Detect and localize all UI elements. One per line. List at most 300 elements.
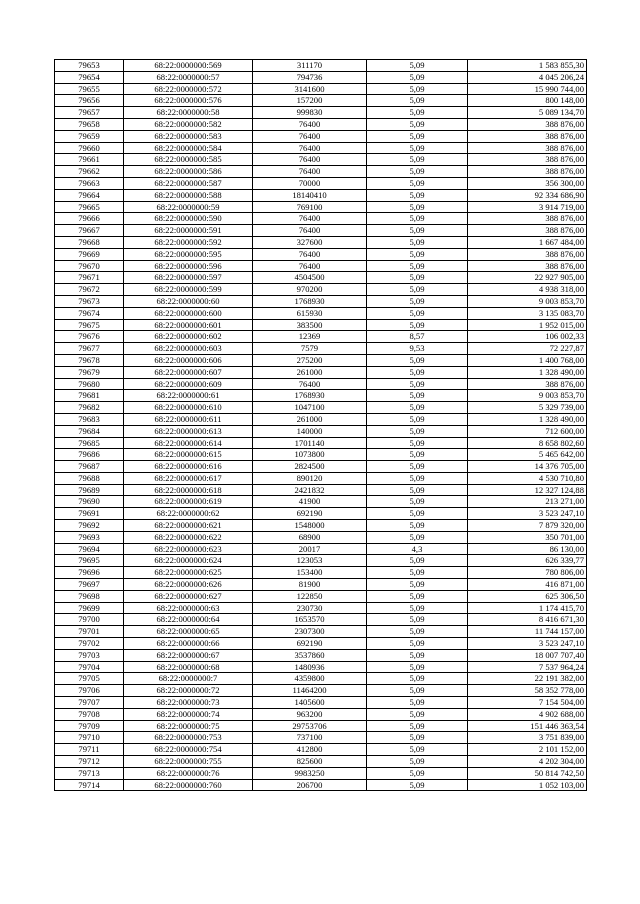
table-row bbox=[55, 319, 587, 331]
row-number-cell: 79681 bbox=[55, 390, 124, 402]
area-cell: 230730 bbox=[253, 602, 367, 614]
area-cell: 70000 bbox=[253, 177, 367, 189]
cadastral-number-cell: 68:22:0000000:73 bbox=[124, 697, 253, 709]
table-body bbox=[55, 60, 587, 791]
table-row bbox=[55, 732, 587, 744]
rate-cell: 5,09 bbox=[367, 201, 468, 213]
row-number-cell: 79696 bbox=[55, 567, 124, 579]
rate-cell: 5,09 bbox=[367, 579, 468, 591]
row-number-cell: 79710 bbox=[55, 732, 124, 744]
rate-cell: 5,09 bbox=[367, 95, 468, 107]
rate-cell: 5,09 bbox=[367, 720, 468, 732]
cadastral-number-cell: 68:22:0000000:67 bbox=[124, 649, 253, 661]
value-cell: 18 007 707,40 bbox=[468, 649, 587, 661]
table-row bbox=[55, 496, 587, 508]
cadastral-number-cell: 68:22:0000000:621 bbox=[124, 520, 253, 532]
cadastral-number-cell: 68:22:0000000:584 bbox=[124, 142, 253, 154]
row-number-cell: 79657 bbox=[55, 107, 124, 119]
cadastral-value-table bbox=[54, 59, 587, 791]
area-cell: 3141600 bbox=[253, 83, 367, 95]
value-cell: 416 871,00 bbox=[468, 579, 587, 591]
row-number-cell: 79661 bbox=[55, 154, 124, 166]
row-number-cell: 79692 bbox=[55, 520, 124, 532]
cadastral-number-cell: 68:22:0000000:610 bbox=[124, 402, 253, 414]
cadastral-number-cell: 68:22:0000000:62 bbox=[124, 508, 253, 520]
row-number-cell: 79689 bbox=[55, 484, 124, 496]
value-cell: 7 154 504,00 bbox=[468, 697, 587, 709]
value-cell: 388 876,00 bbox=[468, 378, 587, 390]
table-row bbox=[55, 520, 587, 532]
table-row bbox=[55, 449, 587, 461]
value-cell: 356 300,00 bbox=[468, 177, 587, 189]
rate-cell: 5,09 bbox=[367, 189, 468, 201]
area-cell: 140000 bbox=[253, 425, 367, 437]
cadastral-number-cell: 68:22:0000000:583 bbox=[124, 130, 253, 142]
table-row bbox=[55, 555, 587, 567]
rate-cell: 5,09 bbox=[367, 744, 468, 756]
area-cell: 76400 bbox=[253, 225, 367, 237]
cadastral-number-cell: 68:22:0000000:609 bbox=[124, 378, 253, 390]
table-row bbox=[55, 166, 587, 178]
rate-cell: 5,09 bbox=[367, 413, 468, 425]
table-row bbox=[55, 83, 587, 95]
area-cell: 692190 bbox=[253, 638, 367, 650]
table-row bbox=[55, 602, 587, 614]
table-row bbox=[55, 366, 587, 378]
cadastral-number-cell: 68:22:0000000:7 bbox=[124, 673, 253, 685]
table-row bbox=[55, 767, 587, 779]
area-cell: 692190 bbox=[253, 508, 367, 520]
value-cell: 388 876,00 bbox=[468, 118, 587, 130]
cadastral-number-cell: 68:22:0000000:606 bbox=[124, 354, 253, 366]
value-cell: 1 583 855,30 bbox=[468, 60, 587, 72]
value-cell: 9 003 853,70 bbox=[468, 295, 587, 307]
value-cell: 92 334 686,90 bbox=[468, 189, 587, 201]
area-cell: 275200 bbox=[253, 354, 367, 366]
rate-cell: 5,09 bbox=[367, 461, 468, 473]
area-cell: 68900 bbox=[253, 531, 367, 543]
cadastral-number-cell: 68:22:0000000:585 bbox=[124, 154, 253, 166]
cadastral-number-cell: 68:22:0000000:599 bbox=[124, 284, 253, 296]
value-cell: 58 352 778,00 bbox=[468, 685, 587, 697]
area-cell: 890120 bbox=[253, 472, 367, 484]
row-number-cell: 79711 bbox=[55, 744, 124, 756]
cadastral-number-cell: 68:22:0000000:58 bbox=[124, 107, 253, 119]
table-row bbox=[55, 378, 587, 390]
area-cell: 76400 bbox=[253, 213, 367, 225]
cadastral-number-cell: 68:22:0000000:626 bbox=[124, 579, 253, 591]
value-cell: 625 306,50 bbox=[468, 590, 587, 602]
area-cell: 963200 bbox=[253, 708, 367, 720]
row-number-cell: 79655 bbox=[55, 83, 124, 95]
area-cell: 20017 bbox=[253, 543, 367, 555]
value-cell: 1 667 484,00 bbox=[468, 236, 587, 248]
table-row bbox=[55, 154, 587, 166]
cadastral-number-cell: 68:22:0000000:613 bbox=[124, 425, 253, 437]
value-cell: 4 938 318,00 bbox=[468, 284, 587, 296]
cadastral-number-cell: 68:22:0000000:619 bbox=[124, 496, 253, 508]
rate-cell: 5,09 bbox=[367, 142, 468, 154]
cadastral-number-cell: 68:22:0000000:622 bbox=[124, 531, 253, 543]
value-cell: 1 400 768,00 bbox=[468, 354, 587, 366]
area-cell: 153400 bbox=[253, 567, 367, 579]
rate-cell: 4,3 bbox=[367, 543, 468, 555]
cadastral-number-cell: 68:22:0000000:611 bbox=[124, 413, 253, 425]
cadastral-number-cell: 68:22:0000000:72 bbox=[124, 685, 253, 697]
area-cell: 311170 bbox=[253, 60, 367, 72]
table-row bbox=[55, 437, 587, 449]
area-cell: 157200 bbox=[253, 95, 367, 107]
value-cell: 388 876,00 bbox=[468, 260, 587, 272]
rate-cell: 5,09 bbox=[367, 590, 468, 602]
value-cell: 3 523 247,10 bbox=[468, 508, 587, 520]
rate-cell: 5,09 bbox=[367, 496, 468, 508]
area-cell: 76400 bbox=[253, 378, 367, 390]
rate-cell: 5,09 bbox=[367, 779, 468, 791]
cadastral-number-cell: 68:22:0000000:572 bbox=[124, 83, 253, 95]
row-number-cell: 79698 bbox=[55, 590, 124, 602]
table-row bbox=[55, 107, 587, 119]
table-row bbox=[55, 461, 587, 473]
value-cell: 3 523 247,10 bbox=[468, 638, 587, 650]
cadastral-number-cell: 68:22:0000000:65 bbox=[124, 626, 253, 638]
value-cell: 7 537 964,24 bbox=[468, 661, 587, 673]
row-number-cell: 79702 bbox=[55, 638, 124, 650]
cadastral-number-cell: 68:22:0000000:591 bbox=[124, 225, 253, 237]
cadastral-number-cell: 68:22:0000000:614 bbox=[124, 437, 253, 449]
value-cell: 388 876,00 bbox=[468, 142, 587, 154]
value-cell: 3 135 083,70 bbox=[468, 307, 587, 319]
cadastral-number-cell: 68:22:0000000:59 bbox=[124, 201, 253, 213]
area-cell: 76400 bbox=[253, 142, 367, 154]
table-row bbox=[55, 343, 587, 355]
rate-cell: 5,09 bbox=[367, 756, 468, 768]
row-number-cell: 79700 bbox=[55, 614, 124, 626]
row-number-cell: 79712 bbox=[55, 756, 124, 768]
rate-cell: 5,09 bbox=[367, 767, 468, 779]
table-row bbox=[55, 484, 587, 496]
cadastral-number-cell: 68:22:0000000:590 bbox=[124, 213, 253, 225]
row-number-cell: 79683 bbox=[55, 413, 124, 425]
value-cell: 22 191 382,00 bbox=[468, 673, 587, 685]
area-cell: 2421832 bbox=[253, 484, 367, 496]
rate-cell: 5,09 bbox=[367, 130, 468, 142]
rate-cell: 5,09 bbox=[367, 307, 468, 319]
value-cell: 12 327 124,88 bbox=[468, 484, 587, 496]
value-cell: 712 600,00 bbox=[468, 425, 587, 437]
area-cell: 794736 bbox=[253, 71, 367, 83]
value-cell: 4 045 206,24 bbox=[468, 71, 587, 83]
value-cell: 50 814 742,50 bbox=[468, 767, 587, 779]
row-number-cell: 79676 bbox=[55, 331, 124, 343]
cadastral-number-cell: 68:22:0000000:66 bbox=[124, 638, 253, 650]
cadastral-number-cell: 68:22:0000000:755 bbox=[124, 756, 253, 768]
row-number-cell: 79654 bbox=[55, 71, 124, 83]
value-cell: 86 130,00 bbox=[468, 543, 587, 555]
row-number-cell: 79678 bbox=[55, 354, 124, 366]
area-cell: 1653570 bbox=[253, 614, 367, 626]
table-row bbox=[55, 720, 587, 732]
table-row bbox=[55, 236, 587, 248]
area-cell: 1047100 bbox=[253, 402, 367, 414]
rate-cell: 5,09 bbox=[367, 685, 468, 697]
cadastral-number-cell: 68:22:0000000:569 bbox=[124, 60, 253, 72]
area-cell: 11464200 bbox=[253, 685, 367, 697]
rate-cell: 5,09 bbox=[367, 661, 468, 673]
value-cell: 780 806,00 bbox=[468, 567, 587, 579]
rate-cell: 5,09 bbox=[367, 437, 468, 449]
cadastral-number-cell: 68:22:0000000:74 bbox=[124, 708, 253, 720]
value-cell: 8 416 671,30 bbox=[468, 614, 587, 626]
rate-cell: 5,09 bbox=[367, 732, 468, 744]
rate-cell: 5,09 bbox=[367, 71, 468, 83]
table-row bbox=[55, 543, 587, 555]
area-cell: 327600 bbox=[253, 236, 367, 248]
table-row bbox=[55, 472, 587, 484]
area-cell: 2307300 bbox=[253, 626, 367, 638]
value-cell: 15 990 744,00 bbox=[468, 83, 587, 95]
area-cell: 29753706 bbox=[253, 720, 367, 732]
cadastral-number-cell: 68:22:0000000:627 bbox=[124, 590, 253, 602]
rate-cell: 5,09 bbox=[367, 449, 468, 461]
rate-cell: 5,09 bbox=[367, 402, 468, 414]
table-row bbox=[55, 189, 587, 201]
rate-cell: 5,09 bbox=[367, 154, 468, 166]
area-cell: 1701140 bbox=[253, 437, 367, 449]
area-cell: 615930 bbox=[253, 307, 367, 319]
area-cell: 76400 bbox=[253, 154, 367, 166]
table-row bbox=[55, 661, 587, 673]
rate-cell: 5,09 bbox=[367, 225, 468, 237]
cadastral-number-cell: 68:22:0000000:602 bbox=[124, 331, 253, 343]
area-cell: 999830 bbox=[253, 107, 367, 119]
area-cell: 970200 bbox=[253, 284, 367, 296]
cadastral-number-cell: 68:22:0000000:615 bbox=[124, 449, 253, 461]
rate-cell: 5,09 bbox=[367, 213, 468, 225]
area-cell: 7579 bbox=[253, 343, 367, 355]
table-row bbox=[55, 567, 587, 579]
cadastral-number-cell: 68:22:0000000:64 bbox=[124, 614, 253, 626]
rate-cell: 5,09 bbox=[367, 484, 468, 496]
area-cell: 261000 bbox=[253, 413, 367, 425]
value-cell: 1 328 490,00 bbox=[468, 413, 587, 425]
table-row bbox=[55, 201, 587, 213]
row-number-cell: 79675 bbox=[55, 319, 124, 331]
row-number-cell: 79660 bbox=[55, 142, 124, 154]
row-number-cell: 79690 bbox=[55, 496, 124, 508]
table-row bbox=[55, 95, 587, 107]
area-cell: 737100 bbox=[253, 732, 367, 744]
cadastral-number-cell: 68:22:0000000:582 bbox=[124, 118, 253, 130]
area-cell: 3537860 bbox=[253, 649, 367, 661]
table-row bbox=[55, 390, 587, 402]
rate-cell: 5,09 bbox=[367, 567, 468, 579]
row-number-cell: 79684 bbox=[55, 425, 124, 437]
table-row bbox=[55, 697, 587, 709]
table-row bbox=[55, 142, 587, 154]
row-number-cell: 79679 bbox=[55, 366, 124, 378]
cadastral-number-cell: 68:22:0000000:623 bbox=[124, 543, 253, 555]
table-row bbox=[55, 60, 587, 72]
row-number-cell: 79687 bbox=[55, 461, 124, 473]
row-number-cell: 79672 bbox=[55, 284, 124, 296]
rate-cell: 5,09 bbox=[367, 425, 468, 437]
table-row bbox=[55, 425, 587, 437]
table-row bbox=[55, 118, 587, 130]
row-number-cell: 79688 bbox=[55, 472, 124, 484]
area-cell: 412800 bbox=[253, 744, 367, 756]
value-cell: 14 376 705,00 bbox=[468, 461, 587, 473]
table-row bbox=[55, 708, 587, 720]
table-row bbox=[55, 508, 587, 520]
cadastral-number-cell: 68:22:0000000:57 bbox=[124, 71, 253, 83]
table-row bbox=[55, 213, 587, 225]
area-cell: 4359800 bbox=[253, 673, 367, 685]
value-cell: 388 876,00 bbox=[468, 154, 587, 166]
row-number-cell: 79693 bbox=[55, 531, 124, 543]
cadastral-number-cell: 68:22:0000000:586 bbox=[124, 166, 253, 178]
table-row bbox=[55, 177, 587, 189]
table-row bbox=[55, 260, 587, 272]
rate-cell: 5,09 bbox=[367, 602, 468, 614]
row-number-cell: 79682 bbox=[55, 402, 124, 414]
area-cell: 18140410 bbox=[253, 189, 367, 201]
rate-cell: 5,09 bbox=[367, 673, 468, 685]
area-cell: 76400 bbox=[253, 248, 367, 260]
rate-cell: 5,09 bbox=[367, 166, 468, 178]
value-cell: 800 148,00 bbox=[468, 95, 587, 107]
rate-cell: 5,09 bbox=[367, 118, 468, 130]
rate-cell: 5,09 bbox=[367, 60, 468, 72]
value-cell: 151 446 363,54 bbox=[468, 720, 587, 732]
area-cell: 76400 bbox=[253, 260, 367, 272]
row-number-cell: 79705 bbox=[55, 673, 124, 685]
rate-cell: 5,09 bbox=[367, 508, 468, 520]
value-cell: 5 089 134,70 bbox=[468, 107, 587, 119]
rate-cell: 5,09 bbox=[367, 708, 468, 720]
row-number-cell: 79701 bbox=[55, 626, 124, 638]
row-number-cell: 79695 bbox=[55, 555, 124, 567]
area-cell: 1548000 bbox=[253, 520, 367, 532]
area-cell: 12369 bbox=[253, 331, 367, 343]
row-number-cell: 79662 bbox=[55, 166, 124, 178]
table-row bbox=[55, 71, 587, 83]
table-row bbox=[55, 531, 587, 543]
table-row bbox=[55, 295, 587, 307]
cadastral-number-cell: 68:22:0000000:616 bbox=[124, 461, 253, 473]
value-cell: 1 174 415,70 bbox=[468, 602, 587, 614]
value-cell: 5 465 642,00 bbox=[468, 449, 587, 461]
row-number-cell: 79674 bbox=[55, 307, 124, 319]
rate-cell: 5,09 bbox=[367, 531, 468, 543]
table-row bbox=[55, 331, 587, 343]
area-cell: 81900 bbox=[253, 579, 367, 591]
row-number-cell: 79656 bbox=[55, 95, 124, 107]
row-number-cell: 79671 bbox=[55, 272, 124, 284]
row-number-cell: 79713 bbox=[55, 767, 124, 779]
value-cell: 8 658 802,60 bbox=[468, 437, 587, 449]
row-number-cell: 79653 bbox=[55, 60, 124, 72]
area-cell: 1480936 bbox=[253, 661, 367, 673]
row-number-cell: 79706 bbox=[55, 685, 124, 697]
rate-cell: 5,09 bbox=[367, 272, 468, 284]
rate-cell: 5,09 bbox=[367, 520, 468, 532]
rate-cell: 5,09 bbox=[367, 83, 468, 95]
cadastral-number-cell: 68:22:0000000:587 bbox=[124, 177, 253, 189]
row-number-cell: 79669 bbox=[55, 248, 124, 260]
cadastral-number-cell: 68:22:0000000:63 bbox=[124, 602, 253, 614]
table-row bbox=[55, 649, 587, 661]
cadastral-number-cell: 68:22:0000000:618 bbox=[124, 484, 253, 496]
area-cell: 383500 bbox=[253, 319, 367, 331]
row-number-cell: 79670 bbox=[55, 260, 124, 272]
rate-cell: 5,09 bbox=[367, 354, 468, 366]
area-cell: 76400 bbox=[253, 130, 367, 142]
value-cell: 388 876,00 bbox=[468, 225, 587, 237]
value-cell: 3 751 839,00 bbox=[468, 732, 587, 744]
rate-cell: 5,09 bbox=[367, 378, 468, 390]
table-row bbox=[55, 626, 587, 638]
table-row bbox=[55, 307, 587, 319]
cadastral-number-cell: 68:22:0000000:600 bbox=[124, 307, 253, 319]
table-row bbox=[55, 673, 587, 685]
value-cell: 350 701,00 bbox=[468, 531, 587, 543]
row-number-cell: 79668 bbox=[55, 236, 124, 248]
cadastral-number-cell: 68:22:0000000:597 bbox=[124, 272, 253, 284]
cadastral-number-cell: 68:22:0000000:61 bbox=[124, 390, 253, 402]
table-row bbox=[55, 638, 587, 650]
table-row bbox=[55, 744, 587, 756]
area-cell: 41900 bbox=[253, 496, 367, 508]
row-number-cell: 79673 bbox=[55, 295, 124, 307]
cadastral-number-cell: 68:22:0000000:592 bbox=[124, 236, 253, 248]
rate-cell: 5,09 bbox=[367, 626, 468, 638]
row-number-cell: 79677 bbox=[55, 343, 124, 355]
rate-cell: 5,09 bbox=[367, 107, 468, 119]
value-cell: 9 003 853,70 bbox=[468, 390, 587, 402]
row-number-cell: 79704 bbox=[55, 661, 124, 673]
table-row bbox=[55, 779, 587, 791]
table-row bbox=[55, 284, 587, 296]
row-number-cell: 79707 bbox=[55, 697, 124, 709]
row-number-cell: 79666 bbox=[55, 213, 124, 225]
cadastral-number-cell: 68:22:0000000:576 bbox=[124, 95, 253, 107]
row-number-cell: 79658 bbox=[55, 118, 124, 130]
table-row bbox=[55, 130, 587, 142]
value-cell: 388 876,00 bbox=[468, 130, 587, 142]
rate-cell: 5,09 bbox=[367, 236, 468, 248]
row-number-cell: 79697 bbox=[55, 579, 124, 591]
value-cell: 3 914 719,00 bbox=[468, 201, 587, 213]
rate-cell: 5,09 bbox=[367, 260, 468, 272]
row-number-cell: 79663 bbox=[55, 177, 124, 189]
cadastral-number-cell: 68:22:0000000:753 bbox=[124, 732, 253, 744]
cadastral-number-cell: 68:22:0000000:68 bbox=[124, 661, 253, 673]
cadastral-number-cell: 68:22:0000000:624 bbox=[124, 555, 253, 567]
rate-cell: 5,09 bbox=[367, 284, 468, 296]
cadastral-number-cell: 68:22:0000000:601 bbox=[124, 319, 253, 331]
table-row bbox=[55, 354, 587, 366]
cadastral-number-cell: 68:22:0000000:75 bbox=[124, 720, 253, 732]
cadastral-number-cell: 68:22:0000000:617 bbox=[124, 472, 253, 484]
value-cell: 22 927 905,00 bbox=[468, 272, 587, 284]
table-row bbox=[55, 225, 587, 237]
cadastral-number-cell: 68:22:0000000:603 bbox=[124, 343, 253, 355]
row-number-cell: 79680 bbox=[55, 378, 124, 390]
table-row bbox=[55, 614, 587, 626]
row-number-cell: 79714 bbox=[55, 779, 124, 791]
value-cell: 72 227,87 bbox=[468, 343, 587, 355]
